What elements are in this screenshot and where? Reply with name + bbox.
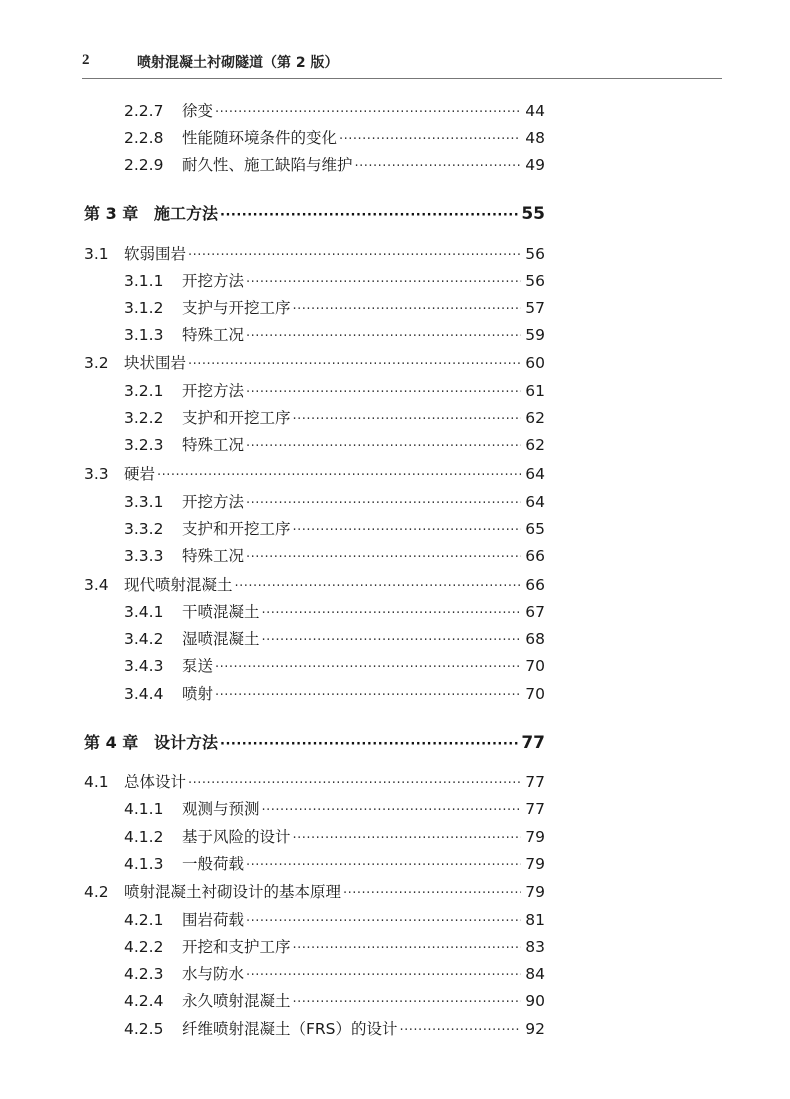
toc-subsection-entry (124, 127, 545, 151)
dot-leader (339, 129, 521, 151)
dot-leader (293, 299, 521, 321)
toc-entry-number: 3.3.2 (124, 520, 164, 538)
dot-leader (293, 828, 521, 850)
toc-subsection-entry (124, 798, 545, 822)
toc-entry-title: 基于风险的设计 (182, 828, 291, 846)
toc-entry-title: 徐变 (182, 102, 214, 120)
toc-entry-number: 4.2 (84, 883, 109, 901)
toc-entry-title: 湿喷混凝土 (182, 630, 260, 648)
toc-entry-number: 4.2.1 (124, 911, 164, 929)
toc-entry-page: 84 (525, 965, 545, 983)
toc-entry-page: 56 (525, 245, 545, 263)
dot-leader (246, 855, 521, 877)
header-divider (82, 78, 722, 79)
toc-subsection-entry (124, 100, 545, 124)
toc-entry-number: 2.2.7 (124, 102, 164, 120)
toc-entry-title: 硬岩 (124, 465, 156, 483)
toc-entry-page: 62 (525, 409, 545, 427)
toc-entry-page: 70 (525, 685, 545, 703)
toc-section-entry (84, 352, 545, 376)
dot-leader (246, 547, 521, 569)
toc-section-entry (84, 463, 545, 487)
toc-entry-title: 泵送 (182, 657, 214, 675)
toc-entry-title: 喷射 (182, 685, 214, 703)
toc-entry-number: 3.4.4 (124, 685, 164, 703)
toc-subsection-entry (124, 270, 545, 294)
toc-entry-title: 开挖方法 (182, 382, 245, 400)
toc-entry-page: 90 (525, 992, 545, 1010)
toc-entry-number: 3.3 (84, 465, 109, 483)
toc-section-entry (84, 574, 545, 598)
toc-entry-page: 64 (525, 465, 545, 483)
toc-entry-page: 70 (525, 657, 545, 675)
dot-leader (246, 911, 521, 933)
toc-entry-page: 62 (525, 436, 545, 454)
dot-leader (157, 465, 521, 487)
dot-leader (246, 272, 521, 294)
toc-entry-page: 66 (525, 547, 545, 565)
dot-leader (215, 685, 521, 707)
toc-entry-page: 56 (525, 272, 545, 290)
toc-entry-number: 2.2.9 (124, 156, 164, 174)
dot-leader (246, 965, 521, 987)
toc-section-entry (84, 771, 545, 795)
toc-entry-number: 3.1.2 (124, 299, 164, 317)
dot-leader (355, 156, 521, 178)
toc-entry-number: 3.1 (84, 245, 109, 263)
toc-entry-title: 支护和开挖工序 (182, 409, 291, 427)
toc-subsection-entry (124, 407, 545, 431)
toc-entry-page: 81 (525, 911, 545, 929)
toc-entry-title: 围岩荷载 (182, 911, 245, 929)
dot-leader (293, 992, 521, 1014)
toc-entry-page: 77 (525, 773, 545, 791)
toc-entry-number: 第 4 章 (84, 733, 139, 752)
dot-leader (188, 245, 521, 267)
dot-leader (215, 102, 521, 124)
dot-leader (188, 354, 521, 376)
toc-subsection-entry (124, 990, 545, 1014)
toc-subsection-entry (124, 380, 545, 404)
toc-subsection-entry (124, 936, 545, 960)
toc-entry-title: 开挖方法 (182, 272, 245, 290)
toc-entry-number: 3.2.3 (124, 436, 164, 454)
toc-entry-page: 67 (525, 603, 545, 621)
toc-subsection-entry (124, 853, 545, 877)
toc-chapter-entry (84, 732, 545, 756)
toc-entry-title: 开挖方法 (182, 493, 245, 511)
toc-entry-number: 3.3.3 (124, 547, 164, 565)
toc-entry-page: 83 (525, 938, 545, 956)
toc-entry-page: 48 (525, 129, 545, 147)
toc-chapter-entry (84, 203, 545, 227)
toc-entry-page: 64 (525, 493, 545, 511)
dot-leader (215, 657, 521, 679)
toc-entry-number: 3.4.1 (124, 603, 164, 621)
toc-entry-number: 3.3.1 (124, 493, 164, 511)
toc-entry-number: 2.2.8 (124, 129, 164, 147)
toc-subsection-entry (124, 909, 545, 933)
toc-entry-title: 特殊工况 (182, 436, 245, 454)
toc-entry-number: 4.1.2 (124, 828, 164, 846)
toc-entry-page: 55 (521, 204, 545, 224)
toc-subsection-entry (124, 545, 545, 569)
toc-entry-title: 特殊工况 (182, 547, 245, 565)
toc-entry-title: 设计方法 (154, 733, 219, 752)
toc-entry-number: 3.4.2 (124, 630, 164, 648)
toc-entry-page: 61 (525, 382, 545, 400)
toc-entry-page: 44 (525, 102, 545, 120)
toc-entry-number: 3.2 (84, 354, 109, 372)
toc-subsection-entry (124, 518, 545, 542)
toc-entry-number: 4.1.3 (124, 855, 164, 873)
running-title: 喷射混凝土衬砌隧道（第 2 版） (137, 55, 339, 71)
toc-entry-title: 纤维喷射混凝土（FRS）的设计 (182, 1020, 398, 1038)
toc-entry-title: 支护与开挖工序 (182, 299, 291, 317)
toc-entry-page: 79 (525, 828, 545, 846)
toc-entry-title: 现代喷射混凝土 (124, 576, 233, 594)
toc-subsection-entry (124, 324, 545, 348)
dot-leader (246, 436, 521, 458)
toc-entry-page: 77 (525, 800, 545, 818)
toc-entry-page: 60 (525, 354, 545, 372)
toc-entry-number: 3.1.3 (124, 326, 164, 344)
toc-entry-number: 4.2.3 (124, 965, 164, 983)
toc-entry-title: 水与防水 (182, 965, 245, 983)
dot-leader (220, 734, 519, 756)
toc-subsection-entry (124, 655, 545, 679)
toc-entry-page: 57 (525, 299, 545, 317)
toc-entry-title: 一般荷载 (182, 855, 245, 873)
toc-entry-number: 第 3 章 (84, 204, 139, 223)
dot-leader (262, 630, 521, 652)
toc-entry-number: 3.2.1 (124, 382, 164, 400)
dot-leader (293, 409, 521, 431)
toc-subsection-entry (124, 491, 545, 515)
toc-subsection-entry (124, 601, 545, 625)
toc-entry-page: 49 (525, 156, 545, 174)
toc-entry-title: 性能随环境条件的变化 (182, 129, 338, 147)
toc-subsection-entry (124, 1018, 545, 1042)
toc-entry-page: 79 (525, 883, 545, 901)
dot-leader (293, 520, 521, 542)
toc-entry-title: 总体设计 (124, 773, 187, 791)
dot-leader (188, 773, 521, 795)
toc-entry-page: 66 (525, 576, 545, 594)
toc-section-entry (84, 243, 545, 267)
toc-entry-number: 4.1.1 (124, 800, 164, 818)
toc-entry-title: 永久喷射混凝土 (182, 992, 291, 1010)
dot-leader (262, 800, 521, 822)
dot-leader (343, 883, 521, 905)
toc-subsection-entry (124, 826, 545, 850)
toc-entry-number: 4.1 (84, 773, 109, 791)
dot-leader (220, 205, 519, 227)
toc-entry-page: 59 (525, 326, 545, 344)
toc-entry-page: 65 (525, 520, 545, 538)
dot-leader (246, 382, 521, 404)
toc-entry-page: 79 (525, 855, 545, 873)
toc-subsection-entry (124, 297, 545, 321)
toc-subsection-entry (124, 434, 545, 458)
toc-entry-title: 干喷混凝土 (182, 603, 260, 621)
toc-entry-number: 3.1.1 (124, 272, 164, 290)
toc-entry-title: 耐久性、施工缺陷与维护 (182, 156, 353, 174)
toc-entry-title: 支护和开挖工序 (182, 520, 291, 538)
toc-section-entry (84, 881, 545, 905)
toc-entry-title: 施工方法 (154, 204, 219, 223)
dot-leader (246, 326, 521, 348)
toc-entry-title: 观测与预测 (182, 800, 260, 818)
toc-entry-page: 92 (525, 1020, 545, 1038)
toc-entry-number: 4.2.4 (124, 992, 164, 1010)
toc-subsection-entry (124, 963, 545, 987)
toc-entry-title: 块状围岩 (124, 354, 187, 372)
dot-leader (400, 1020, 521, 1042)
toc-entry-number: 3.2.2 (124, 409, 164, 427)
toc-entry-title: 软弱围岩 (124, 245, 187, 263)
toc-entry-page: 77 (521, 733, 545, 753)
toc-entry-page: 68 (525, 630, 545, 648)
page-header (82, 52, 722, 74)
toc-entry-number: 3.4.3 (124, 657, 164, 675)
dot-leader (262, 603, 521, 625)
toc-entry-title: 特殊工况 (182, 326, 245, 344)
dot-leader (246, 493, 521, 515)
page-number: 2 (82, 52, 90, 68)
toc-subsection-entry (124, 628, 545, 652)
dot-leader (235, 576, 521, 598)
dot-leader (293, 938, 521, 960)
toc-entry-number: 4.2.5 (124, 1020, 164, 1038)
toc-subsection-entry (124, 154, 545, 178)
toc-entry-number: 4.2.2 (124, 938, 164, 956)
toc-entry-title: 开挖和支护工序 (182, 938, 291, 956)
toc-entry-title: 喷射混凝土衬砌设计的基本原理 (124, 883, 342, 901)
toc-subsection-entry (124, 683, 545, 707)
toc-entry-number: 3.4 (84, 576, 109, 594)
